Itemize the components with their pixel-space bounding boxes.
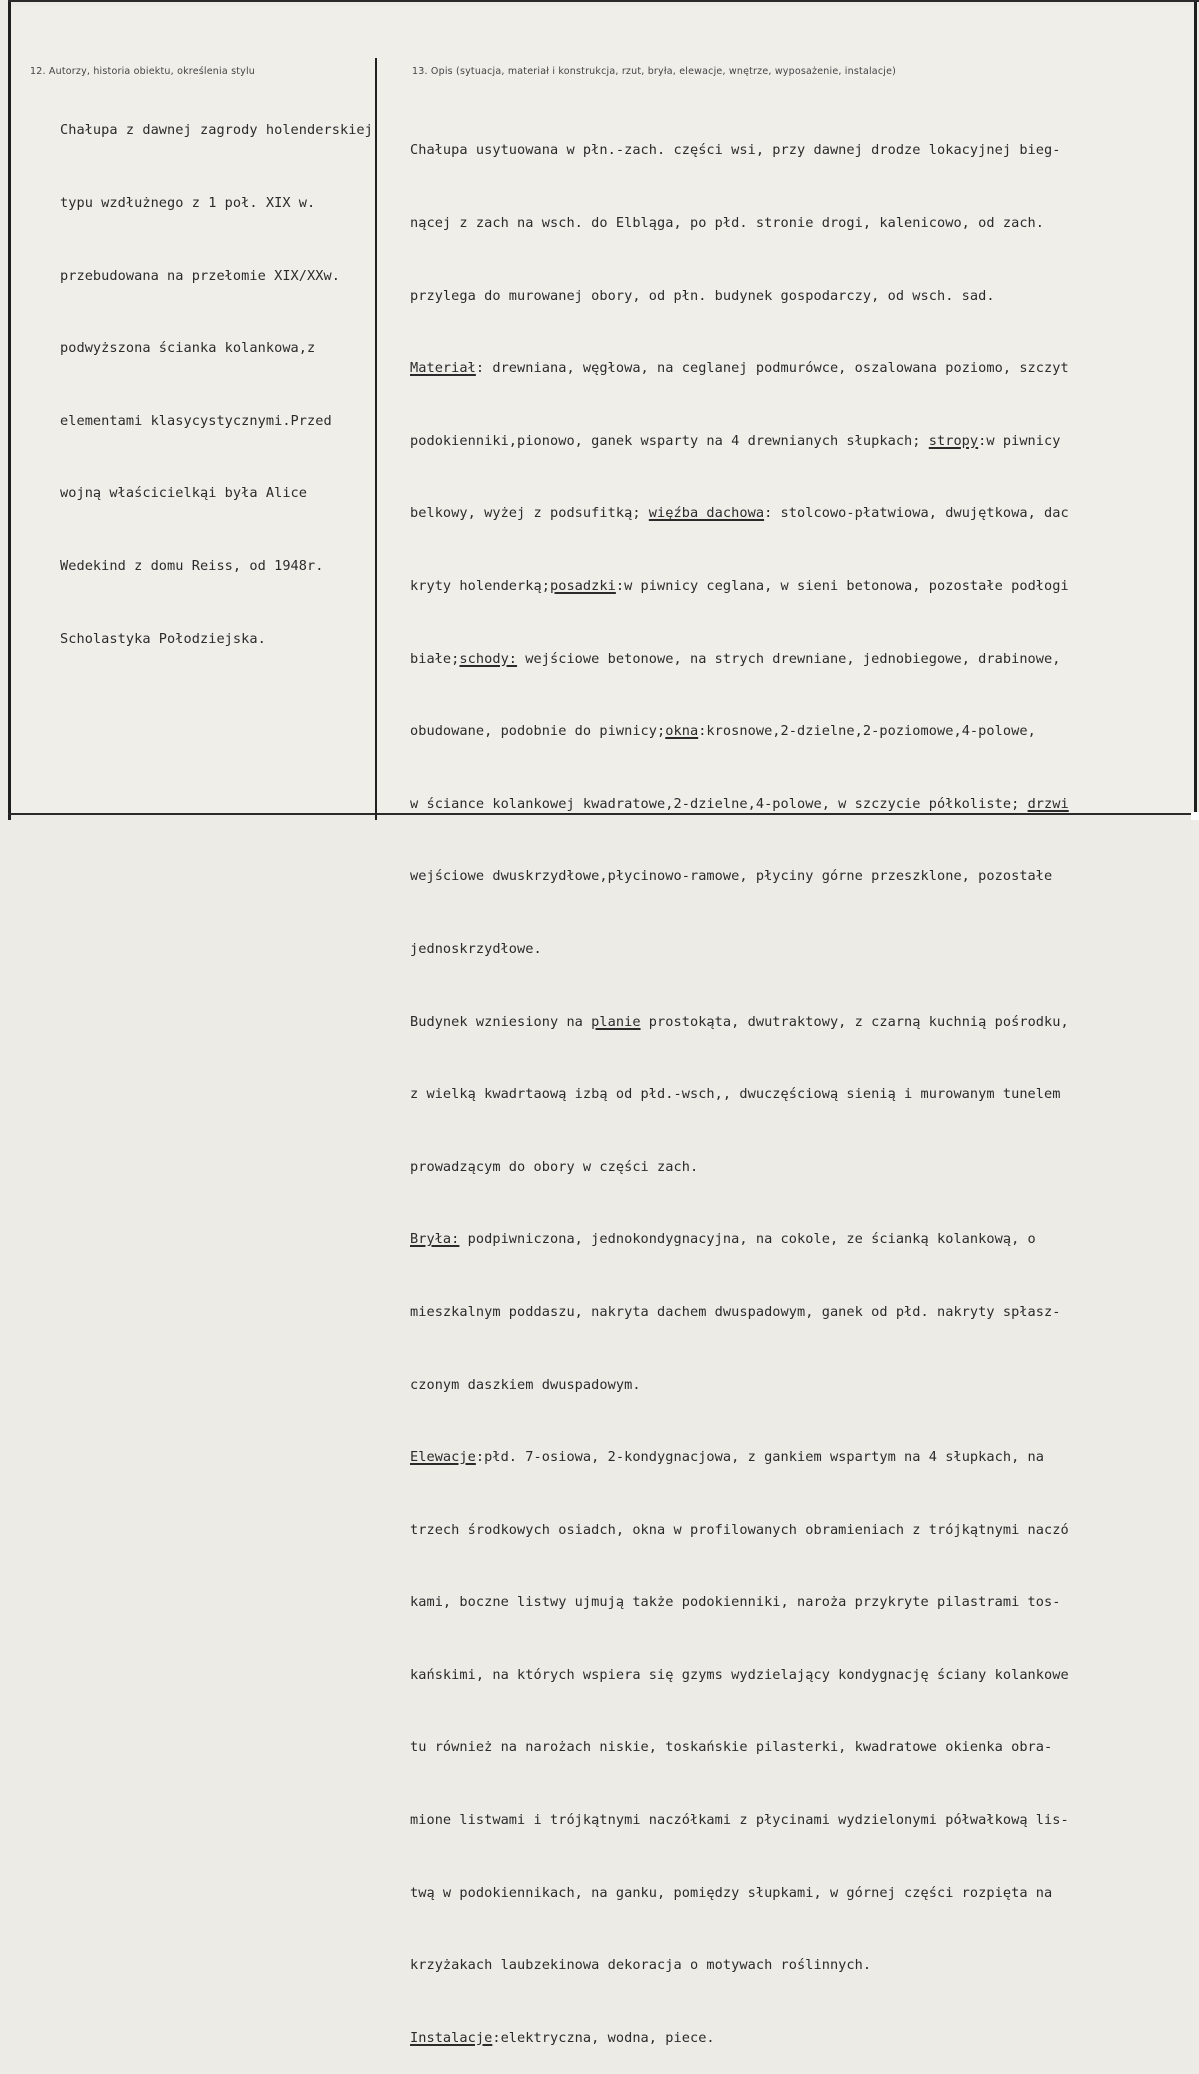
history-line: wojną właścicielkąi była Alice [60,485,308,502]
description-line: przylega do murowanej obory, od płn. budynek gospodarczy, od wsch. sad. [410,287,995,304]
description-line: Bryła: podpiwniczona, jednokondygnacyjna, na cokole, ze ścianką kolankową, o [410,1231,1036,1248]
plan-heading: planie [591,1013,641,1030]
description-line: Materiał: drewniana, węgłowa, na ceglanej podmurówce, oszalowana poziomo, szczyt [410,360,1069,377]
wiezba-heading: więźba dachowa [648,505,765,522]
section-12-label: 12. Autorzy, historia obiektu, określenia stylu [30,66,256,77]
description-line: Instalacje:elektryczna, wodna, piece. [410,2029,715,2046]
description-line: z wielką kwadrtaową izbą od płd.-wsch,, dwuczęściową sienią i murowanym tunelem [410,1086,1061,1103]
description-line: mione listwami i trójkątnymi naczółkami z płycinami wydzielonymi półwałkową lis- [410,1812,1069,1829]
material-heading: Materiał [410,360,476,377]
posadzki-heading: posadzki [549,577,616,594]
stropy-heading: stropy [928,432,979,449]
section-13-label: 13. Opis (sytuacja, materiał i konstrukcja, rzut, bryła, elewacje, wnętrze, wyposażenie, instalacje) [412,66,897,77]
description-line: czonym daszkiem dwuspadowym. [410,1376,641,1393]
description-line: Budynek wzniesiony na planie prostokąta, dwutraktowy, z czarną kuchnią pośrodku, [410,1013,1069,1030]
card-right-border [1194,0,1197,820]
description-line: jednoskrzydłowe. [410,940,542,957]
description-line: trzech środkowych osiadch, okna w profilowanych obramieniach z trójkątnymi naczó [410,1521,1069,1538]
description-line: obudowane, podobnie do piwnicy;okna:krosnowe,2-dzielne,2-poziomowe,4-polowe, [410,723,1036,740]
history-line: elementami klasycystycznymi.Przed [60,412,332,429]
description-text [410,90,1069,2074]
scan-corner [1191,812,1199,820]
instalacje-heading: Instalacje [410,2029,493,2046]
description-line: tu również na narożach niskie, toskańskie pilasterki, kwadratowe okienka obra- [410,1739,1053,1756]
bryla-heading: Bryła: [410,1231,460,1248]
description-line: kryty holenderką;posadzki:w piwnicy ceglana, w sieni betonowa, pozostałe podłogi [410,577,1069,594]
card-left-border [8,0,11,820]
description-line: twą w podokiennikach, na ganku, pomiędzy słupkami, w górnej części rozpięta na [410,1884,1053,1901]
elewacje-heading: Elewacje [410,1449,476,1466]
history-line: Wedekind z domu Reiss, od 1948r. [60,557,324,574]
history-line: podwyższona ścianka kolankowa,z [60,340,316,357]
history-line: przebudowana na przełomie XIX/XXw. [60,267,340,284]
drzwi-heading: drzwi [1027,795,1069,812]
description-line: mieszkalnym poddaszu, nakryta dachem dwuspadowym, ganek od płd. nakryty spłasz- [410,1303,1061,1320]
description-line: podokienniki,pionowo, ganek wsparty na 4 drewnianych słupkach; stropy:w piwnicy [410,432,1061,449]
description-line: w ściance kolankowej kwadratowe,2-dzielne,4-polowe, w szczycie półkoliste; drzwi [410,795,1069,812]
schody-heading: schody: [459,650,518,667]
description-line: Elewacje:płd. 7-osiowa, 2-kondygnacjowa, z gankiem wspartym na 4 słupkach, na [410,1449,1045,1466]
description-line: kańskimi, na których wspiera się gzyms wydzielający kondygnację ściany kolankowe [410,1666,1069,1683]
history-text [60,70,373,675]
column-divider [375,58,377,820]
history-line: Scholastyka Połodziejska. [60,630,266,647]
description-line: belkowy, wyżej z podsufitką; więźba dachowa: stolcowo-płatwiowa, dwujętkowa, dac [410,505,1069,522]
description-line: białe;schody: wejściowe betonowe, na strych drewniane, jednobiegowe, drabinowe, [410,650,1061,667]
description-line: kami, boczne listwy ujmują także podokienniki, naroża przykryte pilastrami tos- [410,1594,1061,1611]
description-line: prowadzącym do obory w części zach. [410,1158,699,1175]
description-line: krzyżakach laubzekinowa dekoracja o motywach roślinnych. [410,1957,872,1974]
description-line: nącej z zach na wsch. do Elbląga, po płd. stronie drogi, kalenicowo, od zach. [410,215,1045,231]
okna-heading: okna [665,723,699,740]
history-line: Chałupa z dawnej zagrody holenderskiej [60,122,373,139]
history-line: typu wzdłużnego z 1 poł. XIX w. [60,195,316,211]
description-line: Chałupa usytuowana w płn.-zach. części wsi, przy dawnej drodze lokacyjnej bieg- [410,142,1061,159]
description-line: wejściowe dwuskrzydłowe,płycinowo-ramowe, płyciny górne przeszklone, pozostałe [410,868,1053,885]
card-top-border [8,0,1199,2]
